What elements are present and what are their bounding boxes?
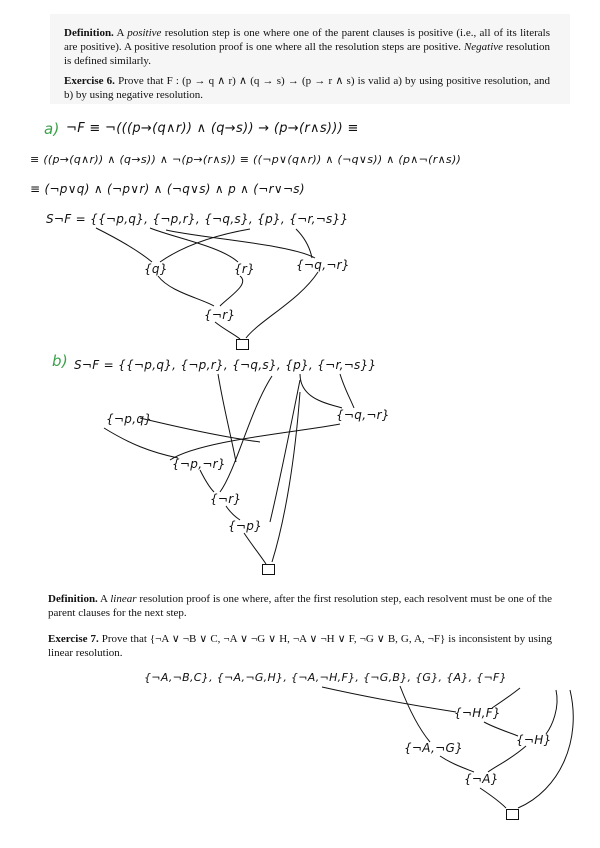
stroke [272,392,300,562]
stroke [140,418,260,442]
stroke [546,690,557,734]
exercise-6: Exercise 6. Prove that F : (p → q ∧ r) ∧ (q → s) → (p → r ∧ s) is valid a) by using positive resolution, and b) by using negative resolution. [64,75,550,101]
definition-positive: Definition. A positive resolution step is one where one of the parent clauses is positive (i.e., all of its literals are positive). A positive resolution proof is one where all the resolution steps are positive. Negative resolution is defined similarly. [64,27,550,67]
term-negative: Negative [463,41,504,53]
resolvent: {¬q,¬r} [336,408,390,422]
handwritten-line: ≡ ((p→(q∧r)) ∧ (q→s)) ∧ ¬(p→(r∧s)) ≡ ((¬p∨(q∧r)) ∧ (¬q∨s)) ∧ (p∧¬(r∧s)) [30,153,462,166]
stroke [246,272,318,338]
resolvent: {¬r} [204,308,236,322]
stroke [340,374,354,408]
resolvent: {q} [144,262,168,276]
stroke [104,428,178,458]
stroke [484,722,518,736]
handwritten-line: S¬F = {{¬p,q}, {¬p,r}, {¬q,s}, {p}, {¬r,¬s}} [74,358,377,372]
stroke [270,380,300,522]
resolvent: {¬p,¬r} [172,457,226,471]
resolvent: {¬H} [516,733,552,747]
exercise-7: Exercise 7. Prove that {¬A ∨ ¬B ∨ C, ¬A ∨ ¬G ∨ H, ¬A ∨ ¬H ∨ F, ¬G ∨ B, G, A, ¬F} is inconsistent by using linear resolution. [48,633,552,659]
term-positive: positive [127,27,162,39]
handwritten-line: ¬F ≡ ¬(((p→(q∧r)) ∧ (q→s)) → (p→(r∧s))) ≡ [66,121,359,136]
resolvent: {¬A,¬G} [404,741,464,755]
stroke [300,374,342,408]
stroke [166,230,315,258]
label-b: b) [52,352,68,370]
handwritten-line: ≡ (¬p∨q) ∧ (¬p∨r) ∧ (¬q∨s) ∧ p ∧ (¬r∨¬s) [30,182,305,196]
exercise-title: Exercise 6. [64,75,115,87]
resolvent: {¬p} [228,519,263,533]
label-a: a) [44,120,60,138]
stroke [218,374,236,462]
stroke [226,506,240,520]
stroke [322,687,456,712]
stroke [215,322,240,339]
stroke [488,746,526,772]
stroke [400,686,430,742]
handwritten-line: {¬A,¬B,C}, {¬A,¬G,H}, {¬A,¬H,F}, {¬G,B}, {G}, {A}, {¬F} [144,671,507,684]
stroke [518,690,573,808]
definition-linear: Definition. A linear resolution proof is one where, after the first resolution step, each resolvent must be one of the parent clauses for the next step. [48,593,552,619]
stroke [492,688,520,708]
resolvent: {r} [234,262,256,276]
stroke [480,788,506,808]
stroke [220,376,272,492]
stroke [170,424,340,460]
resolvent: {¬r} [210,492,242,506]
stroke [220,276,243,306]
stroke [440,756,474,772]
handwritten-line: S¬F = {{¬p,q}, {¬p,r}, {¬q,s}, {p}, {¬r,¬s}} [46,212,349,226]
exercise-title: Exercise 7. [48,633,99,645]
stroke [244,533,266,564]
resolvent: {¬H,F} [454,706,501,720]
stroke [150,228,238,262]
stroke [158,276,214,306]
resolvent: {¬p,q} [106,412,153,426]
definition-title: Definition. [64,27,114,39]
stroke [200,470,214,492]
term-linear: linear [110,593,137,605]
definition-title: Definition. [48,593,98,605]
resolvent: {¬q,¬r} [296,258,350,272]
stroke [96,228,152,262]
resolvent: {¬A} [464,772,499,786]
